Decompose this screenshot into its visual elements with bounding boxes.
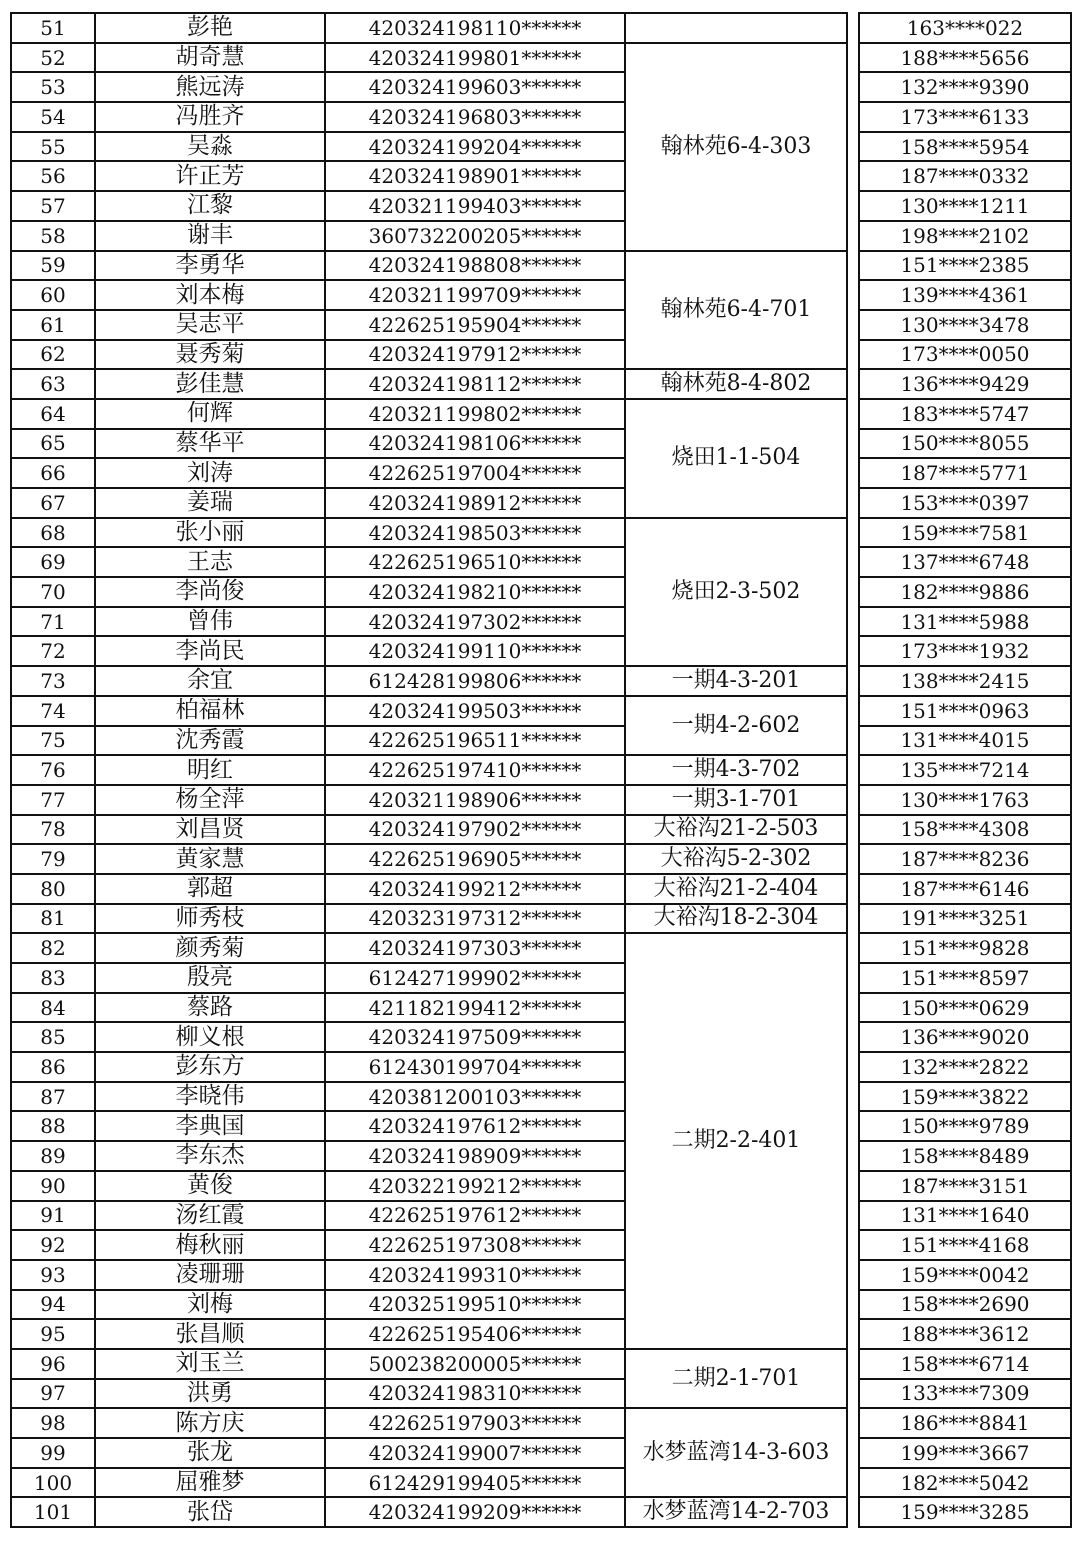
phone-cell: 159****3285 xyxy=(859,1497,1071,1527)
name-cell: 刘玉兰 xyxy=(95,1349,325,1379)
phone-cell: 151****4168 xyxy=(859,1230,1071,1260)
row-number-cell: 70 xyxy=(11,577,95,607)
row-number-cell: 74 xyxy=(11,696,95,726)
name-cell: 何辉 xyxy=(95,399,325,429)
id-number-cell: 420324199212****** xyxy=(325,874,625,904)
table-row xyxy=(11,874,1071,904)
row-number-cell: 71 xyxy=(11,607,95,637)
name-cell: 彭东方 xyxy=(95,1052,325,1082)
address-cell: 翰林苑8-4-802 xyxy=(625,369,847,399)
phone-cell: 150****8055 xyxy=(859,429,1071,459)
table-row xyxy=(11,755,1071,785)
table-row xyxy=(11,458,1071,488)
row-number-cell: 101 xyxy=(11,1497,95,1527)
row-number-cell: 73 xyxy=(11,666,95,696)
table-row xyxy=(11,577,1071,607)
phone-cell: 186****8841 xyxy=(859,1408,1071,1438)
table-row xyxy=(11,1230,1071,1260)
address-cell: 大裕沟21-2-503 xyxy=(625,815,847,845)
table-row xyxy=(11,1497,1071,1527)
name-cell: 颜秀菊 xyxy=(95,933,325,963)
id-number-cell: 420324197509****** xyxy=(325,1022,625,1052)
name-cell: 屈雅梦 xyxy=(95,1468,325,1498)
table-row xyxy=(11,488,1071,518)
row-number-cell: 88 xyxy=(11,1111,95,1141)
table-row xyxy=(11,1111,1071,1141)
id-number-cell: 422625196510****** xyxy=(325,547,625,577)
row-number-cell: 85 xyxy=(11,1022,95,1052)
phone-cell: 131****5988 xyxy=(859,607,1071,637)
table-row xyxy=(11,785,1071,815)
phone-cell: 182****5042 xyxy=(859,1468,1071,1498)
id-number-cell: 612430199704****** xyxy=(325,1052,625,1082)
id-number-cell: 420324199007****** xyxy=(325,1438,625,1468)
name-cell: 王志 xyxy=(95,547,325,577)
name-cell: 陈方庆 xyxy=(95,1408,325,1438)
phone-cell: 158****5954 xyxy=(859,132,1071,162)
address-cell: 二期2-2-401 xyxy=(625,933,847,1349)
column-gap xyxy=(847,874,859,904)
row-number-cell: 78 xyxy=(11,815,95,845)
column-gap xyxy=(847,1497,859,1527)
row-number-cell: 68 xyxy=(11,518,95,548)
id-number-cell: 420321199403****** xyxy=(325,191,625,221)
address-cell: 一期3-1-701 xyxy=(625,785,847,815)
table-row xyxy=(11,72,1071,102)
id-number-cell: 421182199412****** xyxy=(325,993,625,1023)
id-number-cell: 420325199510****** xyxy=(325,1290,625,1320)
phone-cell: 158****4308 xyxy=(859,815,1071,845)
name-cell: 沈秀霞 xyxy=(95,726,325,756)
resident-table xyxy=(10,12,1072,1528)
table-row xyxy=(11,1171,1071,1201)
table-row xyxy=(11,1408,1071,1438)
row-number-cell: 69 xyxy=(11,547,95,577)
id-number-cell: 420323197312****** xyxy=(325,904,625,934)
name-cell: 吴淼 xyxy=(95,132,325,162)
name-cell: 刘昌贤 xyxy=(95,815,325,845)
table-row xyxy=(11,1082,1071,1112)
table-row xyxy=(11,221,1071,251)
phone-cell: 151****9828 xyxy=(859,933,1071,963)
id-number-cell: 422625195406****** xyxy=(325,1319,625,1349)
table-row xyxy=(11,993,1071,1023)
row-number-cell: 93 xyxy=(11,1260,95,1290)
phone-cell: 131****4015 xyxy=(859,726,1071,756)
id-number-cell: 420324198901****** xyxy=(325,161,625,191)
name-cell: 余宜 xyxy=(95,666,325,696)
id-number-cell: 422625195904****** xyxy=(325,310,625,340)
column-gap xyxy=(847,785,859,815)
id-number-cell: 420324198112****** xyxy=(325,369,625,399)
id-number-cell: 422625197308****** xyxy=(325,1230,625,1260)
name-cell: 梅秋丽 xyxy=(95,1230,325,1260)
table-row xyxy=(11,607,1071,637)
id-number-cell: 422625196511****** xyxy=(325,726,625,756)
id-number-cell: 422625196905****** xyxy=(325,844,625,874)
name-cell: 汤红霞 xyxy=(95,1201,325,1231)
name-cell: 柳义根 xyxy=(95,1022,325,1052)
phone-cell: 151****2385 xyxy=(859,251,1071,281)
phone-cell: 159****3822 xyxy=(859,1082,1071,1112)
name-cell: 刘梅 xyxy=(95,1290,325,1320)
phone-cell: 173****1932 xyxy=(859,636,1071,666)
table-row xyxy=(11,399,1071,429)
id-number-cell: 420381200103****** xyxy=(325,1082,625,1112)
row-number-cell: 51 xyxy=(11,13,95,43)
column-gap xyxy=(847,755,859,785)
phone-cell: 136****9020 xyxy=(859,1022,1071,1052)
row-number-cell: 87 xyxy=(11,1082,95,1112)
phone-cell: 130****1763 xyxy=(859,785,1071,815)
table-row xyxy=(11,963,1071,993)
row-number-cell: 59 xyxy=(11,251,95,281)
id-number-cell: 420324197912****** xyxy=(325,340,625,370)
id-number-cell: 422625197410****** xyxy=(325,755,625,785)
phone-cell: 153****0397 xyxy=(859,488,1071,518)
table-row xyxy=(11,933,1071,963)
address-cell: 一期4-2-602 xyxy=(625,696,847,755)
address-cell: 水梦蓝湾14-3-603 xyxy=(625,1408,847,1497)
table-row xyxy=(11,1379,1071,1409)
name-cell: 黄俊 xyxy=(95,1171,325,1201)
column-gap xyxy=(847,1408,859,1497)
table-row xyxy=(11,43,1071,73)
table-row xyxy=(11,161,1071,191)
id-number-cell: 420324198310****** xyxy=(325,1379,625,1409)
id-number-cell: 420324197612****** xyxy=(325,1111,625,1141)
id-number-cell: 420324199110****** xyxy=(325,636,625,666)
id-number-cell: 420324197303****** xyxy=(325,933,625,963)
name-cell: 张龙 xyxy=(95,1438,325,1468)
name-cell: 李东杰 xyxy=(95,1141,325,1171)
row-number-cell: 57 xyxy=(11,191,95,221)
phone-cell: 133****7309 xyxy=(859,1379,1071,1409)
column-gap xyxy=(847,696,859,755)
name-cell: 殷亮 xyxy=(95,963,325,993)
address-cell: 一期4-3-702 xyxy=(625,755,847,785)
name-cell: 张小丽 xyxy=(95,518,325,548)
column-gap xyxy=(847,933,859,1349)
row-number-cell: 94 xyxy=(11,1290,95,1320)
table-row xyxy=(11,636,1071,666)
table-row xyxy=(11,1349,1071,1379)
table-row xyxy=(11,191,1071,221)
name-cell: 黄家慧 xyxy=(95,844,325,874)
column-gap xyxy=(847,13,859,43)
phone-cell: 158****2690 xyxy=(859,1290,1071,1320)
name-cell: 李勇华 xyxy=(95,251,325,281)
id-number-cell: 420322199212****** xyxy=(325,1171,625,1201)
address-cell: 烧田1-1-504 xyxy=(625,399,847,518)
phone-cell: 151****8597 xyxy=(859,963,1071,993)
table-row xyxy=(11,1141,1071,1171)
id-number-cell: 420324198909****** xyxy=(325,1141,625,1171)
row-number-cell: 81 xyxy=(11,904,95,934)
row-number-cell: 77 xyxy=(11,785,95,815)
column-gap xyxy=(847,815,859,845)
id-number-cell: 422625197903****** xyxy=(325,1408,625,1438)
id-number-cell: 420324199603****** xyxy=(325,72,625,102)
name-cell: 聂秀菊 xyxy=(95,340,325,370)
id-number-cell: 612427199902****** xyxy=(325,963,625,993)
id-number-cell: 420324199503****** xyxy=(325,696,625,726)
table-row xyxy=(11,1022,1071,1052)
column-gap xyxy=(847,666,859,696)
table-row xyxy=(11,369,1071,399)
name-cell: 柏福林 xyxy=(95,696,325,726)
column-gap xyxy=(847,251,859,370)
row-number-cell: 62 xyxy=(11,340,95,370)
table-row xyxy=(11,429,1071,459)
row-number-cell: 72 xyxy=(11,636,95,666)
row-number-cell: 90 xyxy=(11,1171,95,1201)
row-number-cell: 56 xyxy=(11,161,95,191)
row-number-cell: 91 xyxy=(11,1201,95,1231)
name-cell: 张岱 xyxy=(95,1497,325,1527)
id-number-cell: 420324196803****** xyxy=(325,102,625,132)
phone-cell: 135****7214 xyxy=(859,755,1071,785)
phone-cell: 188****3612 xyxy=(859,1319,1071,1349)
row-number-cell: 83 xyxy=(11,963,95,993)
column-gap xyxy=(847,1349,859,1408)
address-cell: 大裕沟5-2-302 xyxy=(625,844,847,874)
table-row xyxy=(11,340,1071,370)
table-row xyxy=(11,1201,1071,1231)
name-cell: 曾伟 xyxy=(95,607,325,637)
table-row xyxy=(11,1438,1071,1468)
name-cell: 江黎 xyxy=(95,191,325,221)
name-cell: 李晓伟 xyxy=(95,1082,325,1112)
row-number-cell: 67 xyxy=(11,488,95,518)
row-number-cell: 76 xyxy=(11,755,95,785)
row-number-cell: 54 xyxy=(11,102,95,132)
row-number-cell: 63 xyxy=(11,369,95,399)
name-cell: 蔡华平 xyxy=(95,429,325,459)
address-cell: 一期4-3-201 xyxy=(625,666,847,696)
address-cell: 翰林苑6-4-303 xyxy=(625,43,847,251)
id-number-cell: 360732200205****** xyxy=(325,221,625,251)
phone-cell: 158****6714 xyxy=(859,1349,1071,1379)
id-number-cell: 612429199405****** xyxy=(325,1468,625,1498)
name-cell: 谢丰 xyxy=(95,221,325,251)
id-number-cell: 420321199802****** xyxy=(325,399,625,429)
name-cell: 熊远涛 xyxy=(95,72,325,102)
table-row xyxy=(11,102,1071,132)
row-number-cell: 84 xyxy=(11,993,95,1023)
row-number-cell: 65 xyxy=(11,429,95,459)
phone-cell: 187****8236 xyxy=(859,844,1071,874)
row-number-cell: 64 xyxy=(11,399,95,429)
name-cell: 姜瑞 xyxy=(95,488,325,518)
name-cell: 李尚民 xyxy=(95,636,325,666)
table-row xyxy=(11,726,1071,756)
table-row xyxy=(11,1468,1071,1498)
phone-cell: 132****9390 xyxy=(859,72,1071,102)
phone-cell: 130****3478 xyxy=(859,310,1071,340)
address-cell: 二期2-1-701 xyxy=(625,1349,847,1408)
id-number-cell: 420324199209****** xyxy=(325,1497,625,1527)
column-gap xyxy=(847,369,859,399)
name-cell: 刘本梅 xyxy=(95,280,325,310)
row-number-cell: 61 xyxy=(11,310,95,340)
phone-cell: 163****022 xyxy=(859,13,1071,43)
name-cell: 胡奇慧 xyxy=(95,43,325,73)
table-row xyxy=(11,696,1071,726)
row-number-cell: 95 xyxy=(11,1319,95,1349)
id-number-cell: 420324198210****** xyxy=(325,577,625,607)
phone-cell: 132****2822 xyxy=(859,1052,1071,1082)
address-cell: 大裕沟21-2-404 xyxy=(625,874,847,904)
row-number-cell: 75 xyxy=(11,726,95,756)
id-number-cell: 420324198808****** xyxy=(325,251,625,281)
table-row xyxy=(11,310,1071,340)
row-number-cell: 58 xyxy=(11,221,95,251)
row-number-cell: 98 xyxy=(11,1408,95,1438)
row-number-cell: 52 xyxy=(11,43,95,73)
table-row xyxy=(11,547,1071,577)
table-row xyxy=(11,666,1071,696)
id-number-cell: 420321199709****** xyxy=(325,280,625,310)
row-number-cell: 89 xyxy=(11,1141,95,1171)
table-row xyxy=(11,904,1071,934)
name-cell: 吴志平 xyxy=(95,310,325,340)
name-cell: 许正芳 xyxy=(95,161,325,191)
phone-cell: 187****0332 xyxy=(859,161,1071,191)
phone-cell: 173****0050 xyxy=(859,340,1071,370)
column-gap xyxy=(847,43,859,251)
phone-cell: 182****9886 xyxy=(859,577,1071,607)
row-number-cell: 96 xyxy=(11,1349,95,1379)
phone-cell: 158****8489 xyxy=(859,1141,1071,1171)
id-number-cell: 420324199310****** xyxy=(325,1260,625,1290)
row-number-cell: 99 xyxy=(11,1438,95,1468)
phone-cell: 159****0042 xyxy=(859,1260,1071,1290)
table-row xyxy=(11,844,1071,874)
table-row xyxy=(11,1052,1071,1082)
row-number-cell: 66 xyxy=(11,458,95,488)
row-number-cell: 82 xyxy=(11,933,95,963)
id-number-cell: 420324198912****** xyxy=(325,488,625,518)
id-number-cell: 420324197302****** xyxy=(325,607,625,637)
id-number-cell: 420324198503****** xyxy=(325,518,625,548)
row-number-cell: 60 xyxy=(11,280,95,310)
row-number-cell: 100 xyxy=(11,1468,95,1498)
address-cell: 大裕沟18-2-304 xyxy=(625,904,847,934)
table-row xyxy=(11,13,1071,43)
phone-cell: 139****4361 xyxy=(859,280,1071,310)
id-number-cell: 420324197902****** xyxy=(325,815,625,845)
name-cell: 师秀枝 xyxy=(95,904,325,934)
address-cell xyxy=(625,13,847,43)
name-cell: 彭艳 xyxy=(95,13,325,43)
phone-cell: 131****1640 xyxy=(859,1201,1071,1231)
id-number-cell: 500238200005****** xyxy=(325,1349,625,1379)
row-number-cell: 86 xyxy=(11,1052,95,1082)
row-number-cell: 97 xyxy=(11,1379,95,1409)
name-cell: 彭佳慧 xyxy=(95,369,325,399)
name-cell: 冯胜齐 xyxy=(95,102,325,132)
id-number-cell: 420324198110****** xyxy=(325,13,625,43)
name-cell: 郭超 xyxy=(95,874,325,904)
phone-cell: 188****5656 xyxy=(859,43,1071,73)
name-cell: 李尚俊 xyxy=(95,577,325,607)
phone-cell: 150****9789 xyxy=(859,1111,1071,1141)
table-row xyxy=(11,518,1071,548)
table-row xyxy=(11,1260,1071,1290)
table-row xyxy=(11,132,1071,162)
address-cell: 水梦蓝湾14-2-703 xyxy=(625,1497,847,1527)
column-gap xyxy=(847,904,859,934)
name-cell: 蔡路 xyxy=(95,993,325,1023)
phone-cell: 136****9429 xyxy=(859,369,1071,399)
name-cell: 张昌顺 xyxy=(95,1319,325,1349)
name-cell: 刘涛 xyxy=(95,458,325,488)
table-row xyxy=(11,251,1071,281)
table-row xyxy=(11,1319,1071,1349)
row-number-cell: 80 xyxy=(11,874,95,904)
row-number-cell: 53 xyxy=(11,72,95,102)
address-cell: 烧田2-3-502 xyxy=(625,518,847,666)
phone-cell: 173****6133 xyxy=(859,102,1071,132)
row-number-cell: 79 xyxy=(11,844,95,874)
phone-cell: 137****6748 xyxy=(859,547,1071,577)
id-number-cell: 420324199204****** xyxy=(325,132,625,162)
name-cell: 凌珊珊 xyxy=(95,1260,325,1290)
phone-cell: 187****5771 xyxy=(859,458,1071,488)
phone-cell: 130****1211 xyxy=(859,191,1071,221)
table-row xyxy=(11,1290,1071,1320)
name-cell: 李典国 xyxy=(95,1111,325,1141)
phone-cell: 187****6146 xyxy=(859,874,1071,904)
phone-cell: 191****3251 xyxy=(859,904,1071,934)
phone-cell: 151****0963 xyxy=(859,696,1071,726)
address-cell: 翰林苑6-4-701 xyxy=(625,251,847,370)
phone-cell: 198****2102 xyxy=(859,221,1071,251)
phone-cell: 187****3151 xyxy=(859,1171,1071,1201)
phone-cell: 138****2415 xyxy=(859,666,1071,696)
id-number-cell: 420321198906****** xyxy=(325,785,625,815)
row-number-cell: 55 xyxy=(11,132,95,162)
table-row xyxy=(11,815,1071,845)
id-number-cell: 422625197612****** xyxy=(325,1201,625,1231)
column-gap xyxy=(847,399,859,518)
name-cell: 洪勇 xyxy=(95,1379,325,1409)
id-number-cell: 420324198106****** xyxy=(325,429,625,459)
phone-cell: 183****5747 xyxy=(859,399,1071,429)
table-row xyxy=(11,280,1071,310)
id-number-cell: 422625197004****** xyxy=(325,458,625,488)
phone-cell: 159****7581 xyxy=(859,518,1071,548)
id-number-cell: 420324199801****** xyxy=(325,43,625,73)
name-cell: 明红 xyxy=(95,755,325,785)
name-cell: 杨全萍 xyxy=(95,785,325,815)
phone-cell: 150****0629 xyxy=(859,993,1071,1023)
column-gap xyxy=(847,844,859,874)
id-number-cell: 612428199806****** xyxy=(325,666,625,696)
phone-cell: 199****3667 xyxy=(859,1438,1071,1468)
column-gap xyxy=(847,518,859,666)
resident-table-sheet xyxy=(10,12,1072,1528)
row-number-cell: 92 xyxy=(11,1230,95,1260)
